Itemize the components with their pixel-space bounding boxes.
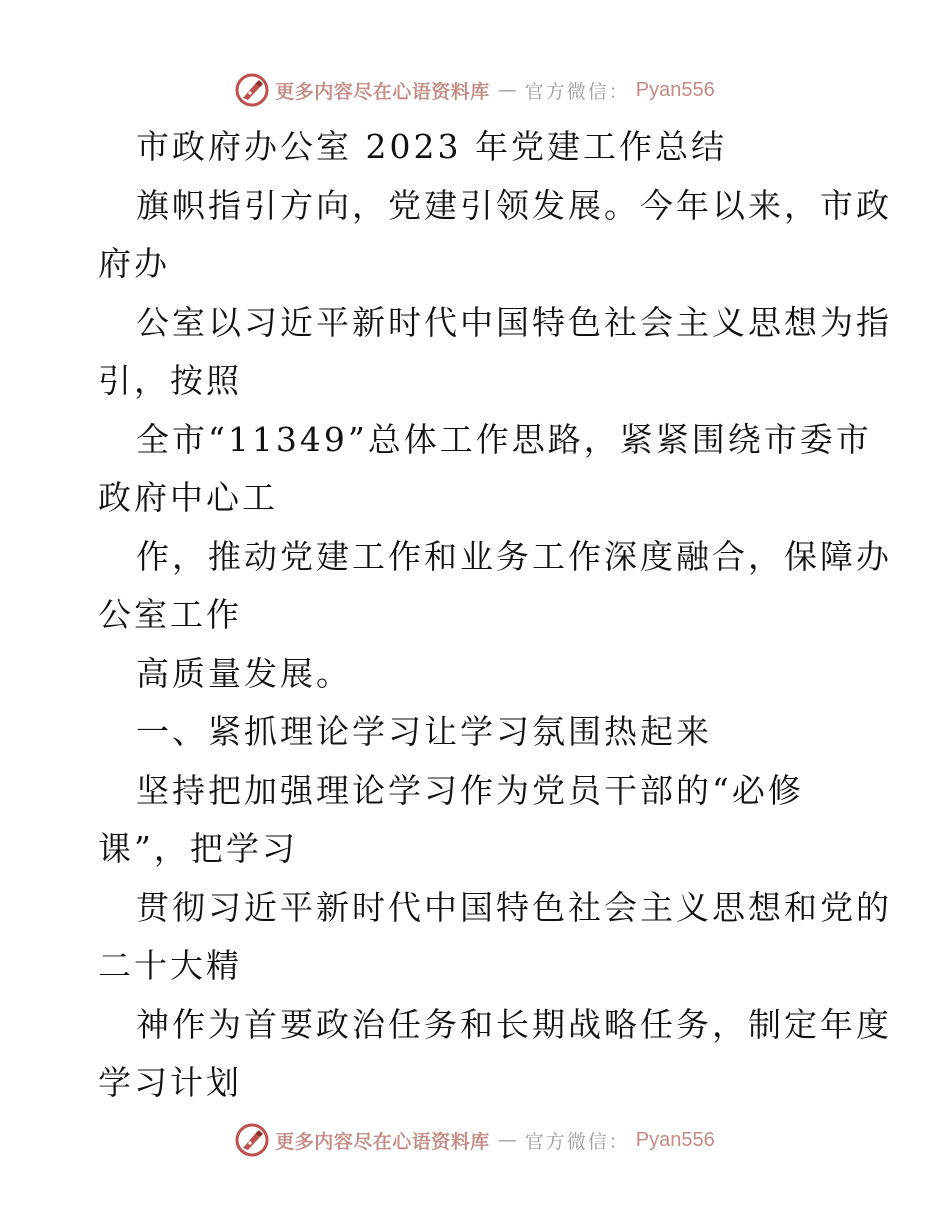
text-line: 政府中心工 xyxy=(98,478,278,517)
pen-nib-logo-icon xyxy=(235,73,269,107)
document-body xyxy=(98,118,892,1113)
watermark-official-label: 官方微信： xyxy=(524,80,630,103)
watermark-site-text: 更多内容尽在心语资料库 xyxy=(275,80,490,103)
watermark-dash: — xyxy=(497,79,517,101)
text-line: 神作为首要政治任务和长期战略任务，制定年度 xyxy=(136,1004,892,1044)
watermark-site-text: 更多内容尽在心语资料库 xyxy=(275,1130,490,1153)
header-watermark xyxy=(0,70,950,110)
pen-nib-logo-icon xyxy=(235,1123,269,1157)
watermark-group xyxy=(235,1123,715,1157)
watermark-wechat-id: Pyan556 xyxy=(635,1128,715,1151)
text-line: 高质量发展。 xyxy=(136,653,352,693)
watermark-official-label: 官方微信： xyxy=(524,1130,630,1153)
text-line: 二十大精 xyxy=(98,946,242,985)
text-line: 旗帜指引方向，党建引领发展。今年以来，市政 xyxy=(136,185,892,225)
footer-watermark xyxy=(0,1120,950,1160)
text-line: 公室以习近平新时代中国特色社会主义思想为指 xyxy=(136,302,892,342)
text-line: 贯彻习近平新时代中国特色社会主义思想和党的 xyxy=(136,887,892,927)
text-line: 坚持把加强理论学习作为党员干部的“必修 xyxy=(136,770,804,810)
text-line: 学习计划 xyxy=(98,1063,242,1102)
section-heading: 一、紧抓理论学习让学习氛围热起来 xyxy=(136,712,712,751)
document-title: 市政府办公室 2023 年党建工作总结 xyxy=(136,127,727,166)
watermark-wechat-id: Pyan556 xyxy=(635,78,715,101)
text-line: 公室工作 xyxy=(98,595,242,634)
text-line: 课”，把学习 xyxy=(98,829,298,868)
watermark-group xyxy=(235,73,715,107)
text-line: 引，按照 xyxy=(98,361,242,400)
text-line: 府办 xyxy=(98,244,170,283)
text-line: 作，推动党建工作和业务工作深度融合，保障办 xyxy=(136,536,892,576)
watermark-dash: — xyxy=(497,1129,517,1151)
text-line: 全市“11349”总体工作思路，紧紧围绕市委市 xyxy=(136,419,872,459)
